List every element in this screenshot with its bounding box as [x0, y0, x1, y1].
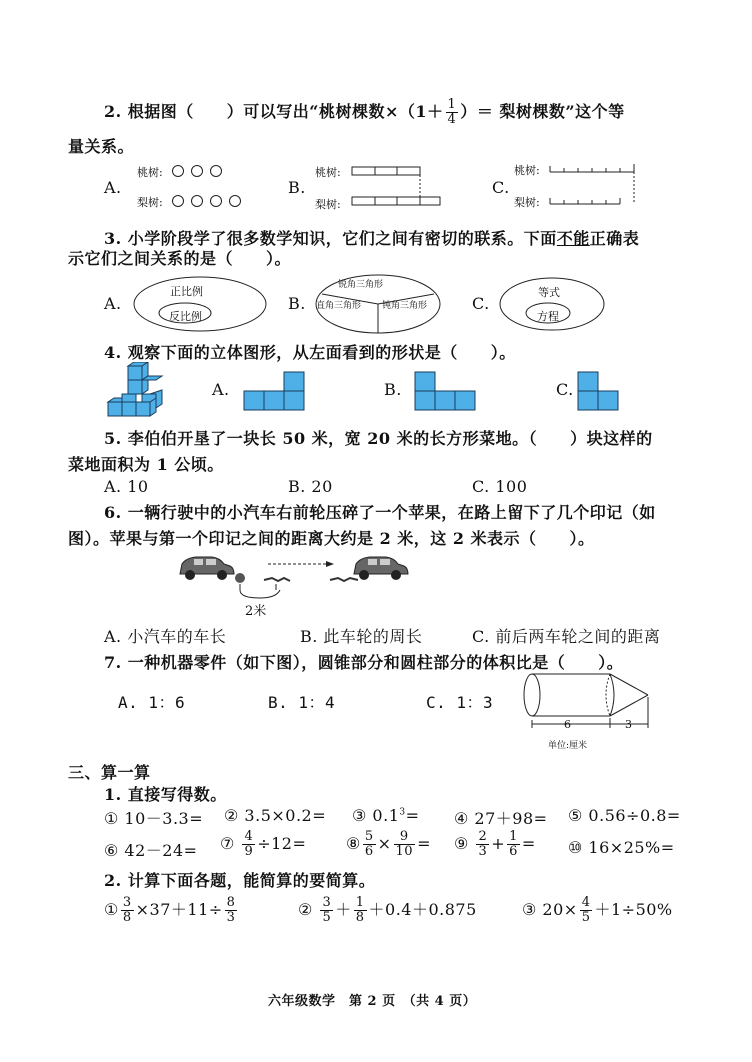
q4-option-b[interactable]: B. [384, 380, 402, 399]
q2-line2: 量关系。 [68, 137, 135, 156]
expr-1-fraction-1 [121, 896, 134, 925]
calc-6: ⑥ 42－24= [104, 841, 198, 860]
calc-8-op: × [377, 834, 392, 853]
expr-1-num-2: 8 [226, 895, 236, 910]
q3-option-b[interactable]: B. [288, 294, 306, 313]
expr-3-fraction [580, 896, 593, 925]
q2-c-pear-label: 梨树: [514, 196, 540, 209]
q7-cylinder-dimension: 6 [564, 718, 571, 731]
calc-3 [352, 806, 420, 825]
q5-option-b[interactable]: B. 20 [288, 477, 333, 496]
q3-option-a[interactable]: A. [104, 294, 122, 313]
expr-3-start: ③ 20× [522, 900, 578, 919]
calc-8-fraction-1 [363, 830, 376, 859]
q3-option-c[interactable]: C. [472, 294, 490, 313]
q3-text-a: 3. 小学阶段学了很多数学知识，它们之间有密切的联系。下面 [104, 229, 557, 248]
q6-line2: 图）。苹果与第一个印记之间的距离大约是 2 米，这 2 米表示（ ）。 [68, 529, 595, 548]
q3-c-venn-diagram [496, 274, 608, 334]
calc-8-den-2: 10 [395, 844, 414, 859]
q2-line1 [104, 98, 625, 127]
expr-1-den-1: 8 [122, 910, 132, 925]
q2-b-pear-label: 梨树: [315, 198, 341, 211]
calc-2: ② 3.5×0.2= [224, 806, 327, 825]
q7-option-b[interactable]: B. 1：4 [268, 693, 336, 712]
calc-9-num-1: 2 [478, 829, 488, 844]
calc-7-den: 9 [244, 844, 254, 859]
expr-2-fraction-2 [354, 896, 367, 925]
q7-unit-label: 单位:厘米 [548, 741, 588, 751]
q2-a-peach-label: 桃树: [137, 166, 163, 179]
q7-cylinder-cone-diagram [518, 670, 658, 736]
expr-1-mid: ×37＋11÷ [135, 900, 223, 919]
section-3-title: 三、算一算 [68, 763, 151, 782]
q3-a-inner-label: 反比例 [169, 310, 202, 323]
expr-3-num: 4 [581, 895, 591, 910]
q6-option-c[interactable]: C. 前后两车轮之间的距离 [472, 627, 661, 646]
q2-fraction [446, 98, 459, 127]
calc-10: ⑩ 16×25%= [568, 838, 675, 857]
q4-cube-stack [104, 362, 166, 420]
expr-1-den-2: 3 [226, 910, 236, 925]
car-right-icon [354, 557, 408, 580]
expr-2-rest: ＋0.4＋0.875 [368, 900, 477, 919]
q2-option-a[interactable]: A. [104, 178, 122, 197]
q3-text-b: 正确表 [589, 229, 640, 248]
calc-8-index: ⑧ [346, 834, 361, 853]
calc-9-fraction-1 [476, 830, 489, 859]
calc-8-fraction-2 [394, 830, 416, 859]
q3-b-top-label: 锐角三角形 [338, 280, 384, 290]
q2-option-b[interactable]: B. [288, 178, 306, 197]
calc-9-fraction-2 [507, 830, 520, 859]
calc-7-rest: ÷12= [257, 834, 307, 853]
calc-9-op: + [491, 834, 506, 853]
calc-8-den-1: 6 [364, 844, 374, 859]
q2-a-circles-diagram [170, 162, 260, 212]
q2-b-bar-diagram [350, 164, 450, 210]
calc-7-index: ⑦ [220, 834, 235, 853]
calc-7-num: 4 [244, 829, 254, 844]
q4-option-a[interactable]: A. [212, 380, 230, 399]
calc-4: ④ 27＋98= [454, 809, 548, 828]
calc-9-den-1: 3 [478, 844, 488, 859]
q5-line2: 菜地面积为 1 公顷。 [68, 455, 224, 474]
q5-option-a[interactable]: A. 10 [104, 477, 149, 496]
car-left-icon [180, 557, 234, 580]
calc-1: ① 10－3.3= [104, 809, 204, 828]
q2-text-b: ）＝ 梨树棵数”这个等 [460, 102, 625, 121]
q7-option-a[interactable]: A. 1：6 [118, 693, 186, 712]
calc-3-base: ③ 0.1 [352, 806, 400, 825]
q2-text-a: 2. 根据图（ ）可以写出“桃树棵数×（1＋ [104, 102, 444, 121]
q6-line1: 6. 一辆行驶中的小汽车右前轮压碎了一个苹果，在路上留下了几个印记（如 [104, 503, 656, 522]
q6-option-a[interactable]: A. 小汽车的车长 [104, 627, 227, 646]
calc-8-num-1: 5 [364, 829, 374, 844]
q4-a-shape [243, 370, 307, 412]
q2-c-segment-diagram [548, 160, 648, 210]
q3-c-outer-label: 等式 [538, 286, 560, 299]
q5-line1: 5. 李伯伯开垦了一块长 50 米，宽 20 米的长方形菜地。（ ）块这样的 [104, 429, 653, 448]
q2-a-pear-label: 梨树: [137, 196, 163, 209]
calc-8-equals: = [417, 834, 431, 853]
q3-c-inner-label: 方程 [537, 310, 559, 323]
q3-b-left-label: 直角三角形 [316, 301, 362, 311]
expr-2-den-1: 5 [322, 910, 332, 925]
calc-9-index: ⑨ [454, 834, 469, 853]
expr-2 [298, 896, 477, 925]
q6-distance-label: 2米 [245, 604, 267, 619]
expr-1-index: ① [104, 900, 119, 919]
q2-frac-den: 4 [447, 112, 457, 127]
calc-9-num-2: 1 [509, 829, 518, 844]
expr-2-fraction-1 [320, 896, 333, 925]
expr-2-num-1: 3 [322, 895, 332, 910]
q3-emphasis: 不能 [556, 229, 590, 248]
expr-3-den: 5 [581, 910, 591, 925]
q6-car-diagram [176, 550, 412, 590]
q2-b-peach-label: 桃树: [315, 166, 341, 179]
q4-c-shape [577, 370, 621, 412]
calc-9-den-2: 6 [509, 844, 518, 859]
section-3-part1: 1. 直接写得数。 [104, 785, 227, 804]
expr-1 [104, 896, 239, 925]
q3-line2: 示它们之间关系的是（ ）。 [68, 249, 292, 268]
expr-2-index: ② [298, 900, 313, 919]
q4-option-c[interactable]: C. [556, 380, 574, 399]
calc-8 [346, 830, 431, 859]
expr-2-den-2: 8 [355, 910, 365, 925]
q2-option-c[interactable]: C. [492, 178, 510, 197]
q7-line: 7. 一种机器零件（如下图），圆锥部分和圆柱部分的体积比是（ ）。 [104, 653, 624, 672]
q3-b-right-label: 钝角三角形 [382, 301, 428, 311]
calc-3-exponent: 3 [399, 807, 406, 818]
expr-3 [522, 896, 673, 925]
q3-a-outer-label: 正比例 [170, 285, 203, 298]
expr-3-rest: ＋1÷50% [594, 900, 673, 919]
calc-7-fraction [242, 830, 255, 859]
calc-8-num-2: 9 [394, 830, 416, 845]
q2-c-peach-label: 桃树: [514, 164, 540, 177]
expr-1-fraction-2 [225, 896, 238, 925]
page-footer: 六年级数学 第 2 页 （共 4 页） [268, 994, 477, 1009]
q6-option-b[interactable]: B. 此车轮的周长 [300, 627, 423, 646]
calc-9-equals: = [521, 834, 536, 853]
calc-5: ⑤ 0.56÷0.8= [568, 806, 681, 825]
q4-b-shape [414, 370, 478, 412]
q7-cone-dimension: 3 [625, 718, 632, 731]
q5-option-c[interactable]: C. 100 [472, 477, 528, 496]
calc-3-equals: = [405, 806, 420, 825]
q7-option-c[interactable]: C. 1：3 [426, 693, 494, 712]
expr-2-plus: ＋ [335, 900, 352, 919]
section-3-part2: 2. 计算下面各题，能简算的要简算。 [104, 871, 376, 890]
q4-line: 4. 观察下面的立体图形，从左面看到的形状是（ ）。 [104, 343, 516, 362]
expr-2-num-2: 1 [355, 895, 365, 910]
q2-frac-num: 1 [447, 97, 457, 112]
expr-1-num-1: 3 [122, 895, 132, 910]
calc-9 [454, 830, 536, 859]
calc-7 [220, 830, 306, 859]
